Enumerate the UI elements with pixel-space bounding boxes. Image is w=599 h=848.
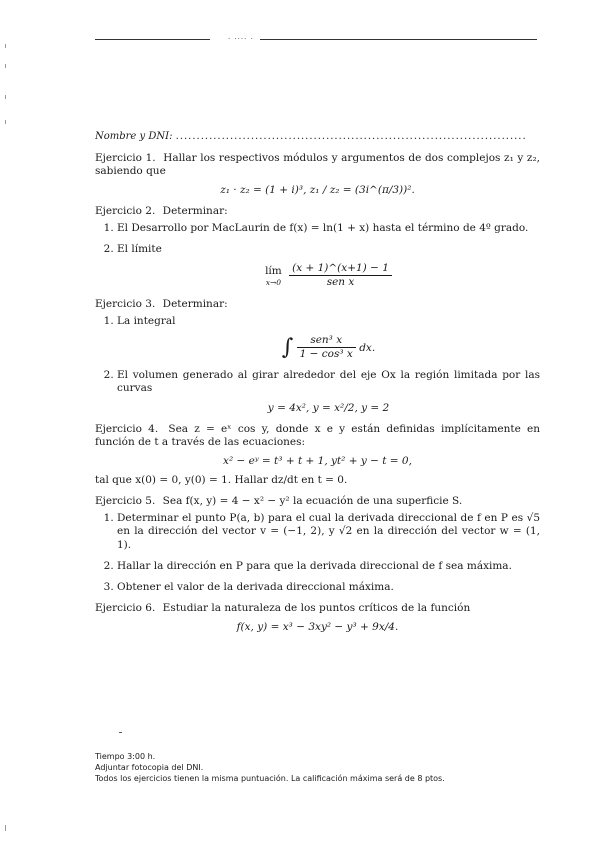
margin-mark (5, 64, 6, 68)
exercise-condition: tal que x(0) = 0, y(0) = 1. Hallar dz/dt en t = 0. (95, 474, 348, 486)
exercise-6 (95, 602, 540, 634)
margin-mark (5, 95, 6, 99)
exercise-title: Ejercicio 3. (95, 297, 156, 310)
limit-sub: x→0 (265, 277, 282, 287)
exercise-text: Determinar: (162, 297, 228, 310)
exercise-title: Ejercicio 1. (95, 151, 156, 164)
integral-formula (117, 334, 540, 362)
exercise-title: Ejercicio 4. (95, 422, 159, 435)
integral-fraction (297, 334, 356, 361)
list-item-text: La integral (117, 314, 176, 327)
limit-op-text: lím (265, 264, 282, 277)
integral-sign: ∫ (281, 334, 294, 360)
exercise-formula: x² − eʸ = t³ + t + 1, yt² + y − t = 0, (223, 454, 412, 467)
exercise-text: Sea z = eˣ cos y, donde x e y están definidas implícitamente en función de t a través de las ecuaciones: (95, 422, 540, 448)
footer-id-note: Adjuntar fotocopia del DNI. (95, 762, 204, 772)
footer-mark (119, 732, 122, 733)
exercise-title: Ejercicio 2. (95, 204, 156, 217)
exercise-text: Sea f(x, y) = 4 − x² − y² la ecuación de una superficie S. (162, 495, 463, 508)
exercise-3 (95, 298, 540, 415)
exercise-title: Ejercicio 5. (95, 495, 156, 508)
exercise-1 (95, 152, 540, 197)
exercise-2 (95, 205, 540, 290)
limit-formula (117, 262, 540, 289)
exercise-formula: f(x, y) = x³ − 3xy² − y³ + 9x/4. (236, 621, 399, 633)
limit-fraction (289, 262, 392, 289)
list-item: 2. Hallar la dirección en P para que la derivada direccional de f sea máxima. (117, 560, 540, 573)
header-rule-right (260, 39, 537, 40)
list-item (117, 369, 540, 414)
list-item (117, 315, 540, 362)
list-item (117, 243, 540, 289)
exercise-4 (95, 423, 540, 488)
exercise-5 (95, 495, 540, 594)
footer-grading-note: Todos los ejercicios tienen la misma puntuación. La calificación máxima será de 8 ptos. (95, 773, 445, 783)
list-item-text: El límite (117, 243, 162, 256)
margin-mark (5, 120, 6, 124)
list-item: 3. Obtener el valor de la derivada direccional máxima. (117, 581, 540, 594)
exam-content (95, 131, 540, 640)
exercise-items (95, 512, 540, 594)
fraction-numerator: sen³ x (297, 334, 356, 348)
list-item-text: El volumen generado al girar alrededor del eje Ox la región limitada por las curvas (117, 369, 540, 395)
exercise-text: Hallar los respectivos módulos y argumentos de dos complejos z₁ y z₂, sabiendo que (95, 151, 541, 177)
margin-mark (5, 44, 6, 48)
header-marks: · ···· · (228, 35, 254, 43)
exercise-text: Estudiar la naturaleza de los puntos críticos de la función (162, 601, 471, 614)
exercise-items (95, 315, 540, 415)
name-dots: .................................................................................... (175, 131, 527, 142)
footer-time: Tiempo 3:00 h. (95, 752, 156, 761)
fraction-denominator: 1 − cos³ x (299, 348, 353, 360)
exercise-title: Ejercicio 6. (95, 601, 156, 614)
integral-dx: dx. (359, 341, 376, 354)
name-line (95, 131, 540, 144)
name-label: Nombre y DNI: (95, 131, 173, 142)
margin-mark (5, 825, 6, 831)
fraction-denominator: sen x (326, 276, 355, 289)
list-item: 1. El Desarrollo por MacLaurin de f(x) = ln(1 + x) hasta el término de 4º grado. (117, 222, 540, 235)
header-rule-left (95, 39, 210, 40)
exercise-formula: z₁ · z₂ = (1 + i)³, z₁ / z₂ = (3i^(π/3))². (220, 183, 415, 196)
exercise-items (95, 222, 540, 290)
fraction-numerator: (x + 1)^(x+1) − 1 (289, 262, 392, 276)
list-item: 1. Determinar el punto P(a, b) para el cual la derivada direccional de f en P es √5 en la dirección del vector v = (−1, 2), y √2 en la dirección del vector w = (1, 1). (117, 512, 540, 551)
curves-formula: y = 4x², y = x²/2, y = 2 (267, 401, 390, 414)
exercise-text: Determinar: (162, 204, 228, 217)
exam-footer (95, 752, 540, 784)
limit-operator (265, 265, 282, 288)
